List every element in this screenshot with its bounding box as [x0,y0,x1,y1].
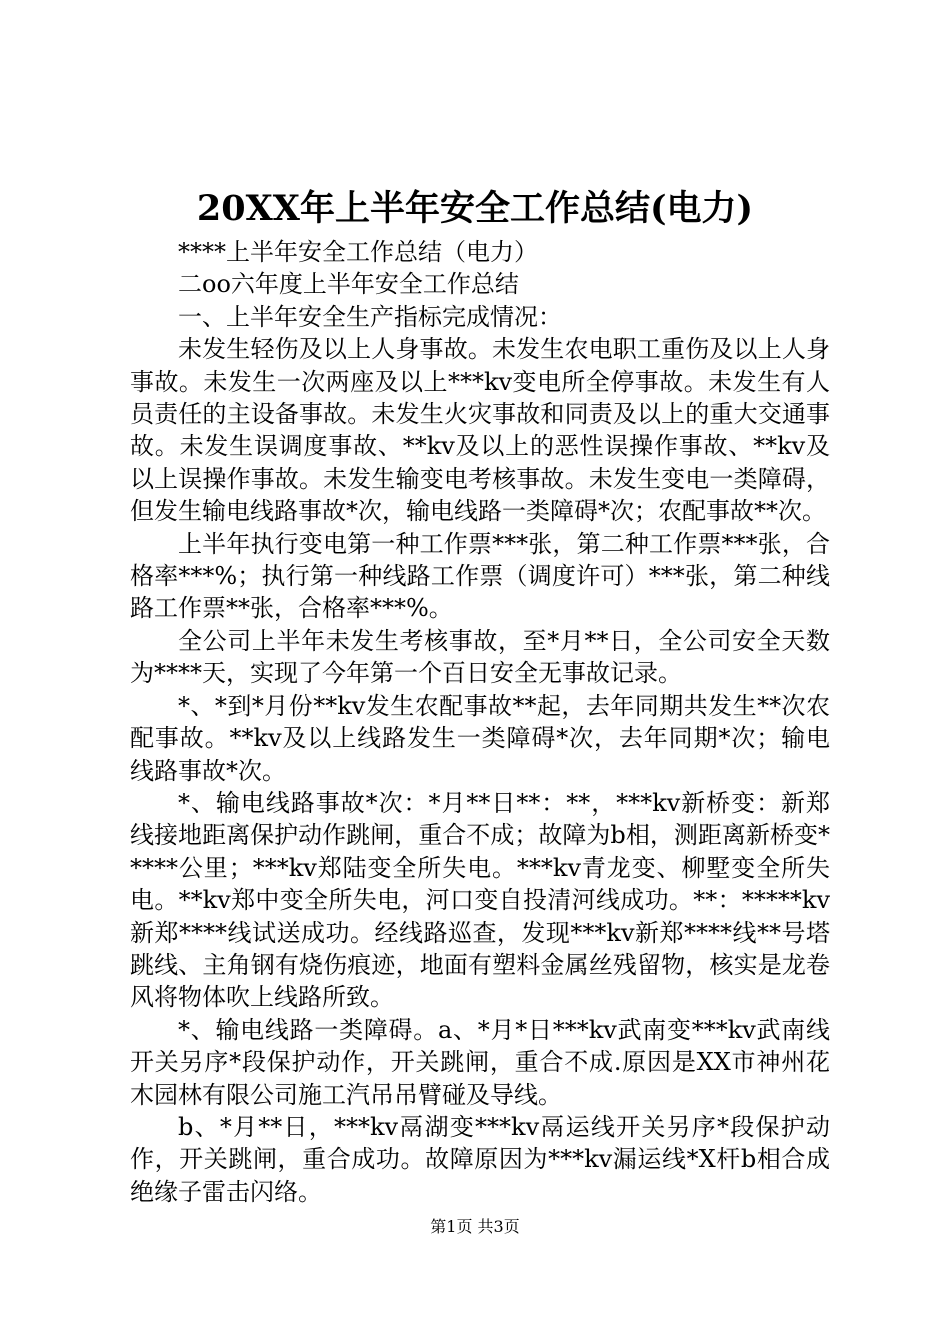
document-title: 20XX年上半年安全工作总结(电力) [196,188,754,229]
paragraph: 未发生轻伤及以上人身事故。未发生农电职工重伤及以上人身事故。未发生一次两座及以上***kv变电所全停事故。未发生有人员责任的主设备事故。未发生火灾事故和同责及以上的重大交通事故。未发生误调度事故、**kv及以上的恶性误操作事故、**kv及以上误操作事故。未发生输变电考核事故。未发生变电一类障碍，但发生输电线路事故*次，输电线路一类障碍*次；农配事故**次。 [130,335,830,526]
paragraph: 上半年执行变电第一种工作票***张，第二种工作票***张，合格率***%；执行第一种线路工作票（调度许可）***张，第二种线路工作票**张，合格率***%。 [130,529,830,623]
paragraph: *、输电线路一类障碍。a、*月*日***kv武南变***kv武南线开关另序*段保护动作，开关跳闸，重合不成.原因是XX市神州花木园林有限公司施工汽吊吊臂碰及导线。 [130,1015,830,1109]
paragraph: ****上半年安全工作总结（电力） [178,238,538,266]
paragraph: 一、上半年安全生产指标完成情况： [178,302,562,331]
paragraph: 二oo六年度上半年安全工作总结 [178,270,519,299]
paragraph: 全公司上半年未发生考核事故，至*月**日，全公司安全天数为****天，实现了今年第一个百日安全无事故记录。 [130,626,830,688]
document-body [130,236,830,1208]
page-footer: 第1页 共3页 [430,1217,520,1236]
paragraph: *、*到*月份**kv发生农配事故**起，去年同期共发生**次农配事故。**kv及以上线路发生一类障碍*次，去年同期*次；输电线路事故*次。 [130,691,830,785]
paragraph: b、*月**日，***kv鬲湖变***kv鬲运线开关另序*段保护动作，开关跳闸，重合成功。故障原因为***kv漏运线*X杆b相合成绝缘子雷击闪络。 [130,1112,830,1206]
paragraph: *、输电线路事故*次：*月**日**：**，***kv新桥变：新郑线接地距离保护动作跳闸，重合不成；故障为b相，测距离新桥变*****公里；***kv郑陆变全所失电。***kv青龙变、柳墅变全所失电。**kv郑中变全所失电，河口变自投清河线成功。**：*****kv新郑****线试送成功。经线路巡查，发现***kv新郑****线**号塔跳线、主角钢有烧伤痕迹，地面有塑料金属丝残留物，核实是龙卷风将物体吹上线路所致。 [130,788,830,1012]
